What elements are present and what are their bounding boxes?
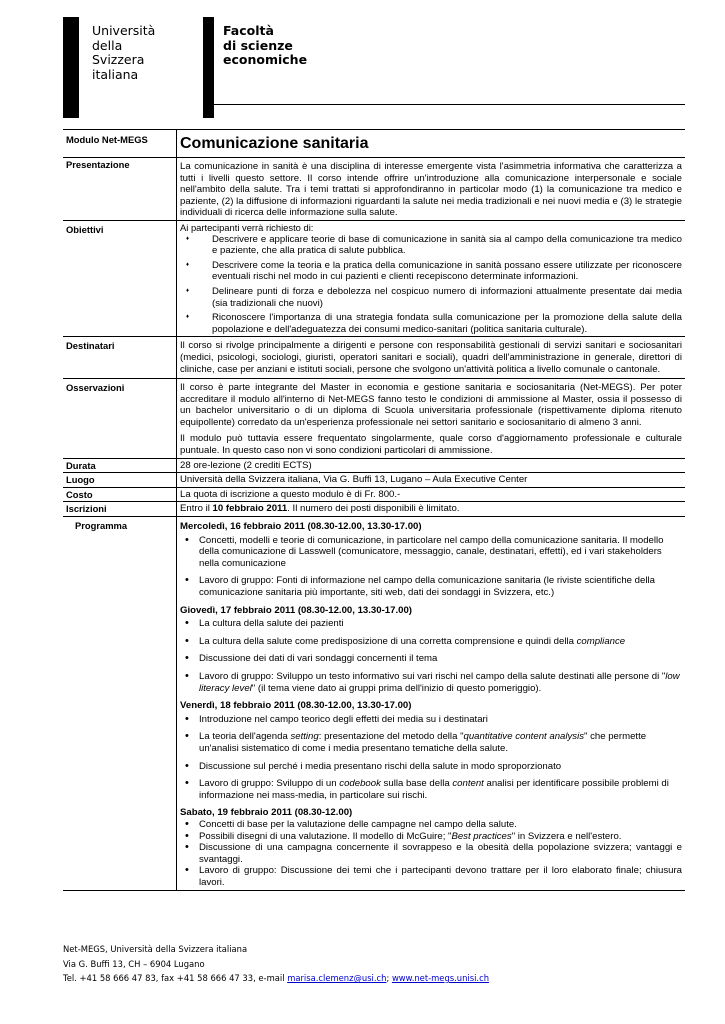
programma-label: Programma [63,517,177,891]
list-item [180,636,682,648]
costo-value: La quota di iscrizione a questo modulo è di Fr. 800.- [177,487,686,502]
program-day-list [180,819,682,889]
list-item: • Discussione sul perché i media presentano rischi della salute in modo sproporzionato [180,761,682,773]
list-item: • Discussione dei dati di vari sondaggi concernenti il tema [180,653,682,665]
program-day-list [180,714,682,802]
item-emphasis: quantitative content analysis [463,731,585,743]
list-item: ♦ Riconoscere l'importanza di una strategia fondata sulla comunicazione per la promozione della salute della popolazione e dell'adeguatezza dei consumi medico-sanitari (politica sanitaria culturale). [180,312,682,335]
durata-value: 28 ore-lezione (2 crediti ECTS) [177,458,686,473]
item-text: Possibili disegni di una valutazione. Il modello di McGuire; " [199,830,452,842]
program-day-list [180,535,682,599]
item-emphasis: Best practices [451,830,512,842]
footer-line: Via G. Buffi 13, CH – 6904 Lugano [63,958,205,969]
website-link[interactable]: www.net-megs.unisi.ch [391,973,490,983]
header-rule [214,104,685,105]
item-emphasis: compliance [576,635,626,647]
list-item: • Lavoro di gruppo: Discussione dei temi che i partecipanti devono trattare per il loro elaborato finale; chiusura lavori. [180,865,682,888]
item-text: : presentazione del metodo della " [318,731,464,743]
page-title: Comunicazione sanitaria [180,135,369,152]
list-item: ♦ Delineare punti di forza e debolezza nel cospicuo numero di informazioni attualmente presentate dai media (sia tradizionali che nuovi) [180,286,682,309]
faculty-logo-text [223,24,307,68]
presentazione-text: La comunicazione in sanità è una disciplina di interesse emergente vista l'asimmetria informativa che caratterizza a tutti i livelli questo settore. Il corso intende offrire un'introduzione alla comunicazione interpersonale e sociale nell'ambito della salute. Tra i temi trattati si approfondiranno in particolar modo (1) la comunicazione tra medico e paziente, (2) la diffusione di informazioni riguardanti la salute nei media tradizionali e nei nuovi media e (3) le strategie individuali di ricerca delle informazione sulla salute. [180,161,682,219]
destinatari-row [63,337,685,379]
list-item: • Introduzione nel campo teorico degli effetti dei media su i destinatari [180,714,682,726]
list-item: • Concetti di base per la valutazione delle campagne nel campo della salute. [180,819,682,831]
footer [63,942,489,986]
costo-row [63,487,685,502]
item-emphasis: content [452,778,484,790]
list-item: • Discussione di una campagna concernente il sovrappeso e la obesità della popolazione svizzera; vantaggi e svantaggi. [180,842,682,865]
list-item [180,778,682,801]
footer-separator: ; [386,973,392,983]
luogo-label: Luogo [63,473,177,488]
footer-line: Net-MEGS, Università della Svizzera italiana [63,944,248,954]
footer-contact-line [63,971,489,986]
list-item: • La cultura della salute dei pazienti [180,618,682,630]
program-day-title: Giovedì, 17 febbraio 2011 (08.30-12.00, 13.30-17.00) [180,604,412,616]
usi-logo-text [92,24,155,82]
iscrizioni-suffix: . Il numero dei posti disponibili è limitato. [287,503,460,515]
iscrizioni-prefix: Entro il [180,503,213,515]
obiettivi-row [63,220,685,336]
osservazioni-paragraph-2: Il modulo può tuttavia essere frequentato singolarmente, quale corso d'aggiornamento professionale e culturale puntuale. In questo caso non vi sono condizioni particolari di ammissione. [180,433,682,457]
item-text: " (il tema viene dato ai gruppi prima dell'inizio di questo pomeriggio). [251,682,542,694]
list-item: ♦ Descrivere e applicare teorie di base di comunicazione in sanità sia al campo della comunicazione tra medico e paziente, che alla pratica di salute pubblica. [180,234,682,257]
obiettivi-label: Obiettivi [63,220,177,336]
list-item [180,671,682,694]
program-day-title: Venerdì, 18 febbraio 2011 (08.30-12.00, 13.30-17.00) [180,700,412,712]
destinatari-label: Destinatari [63,337,177,379]
footer-contact-text: Tel. +41 58 666 47 83, fax +41 58 666 47 33, e-mail [63,973,288,983]
faculty-logo-line: di scienze [223,37,293,53]
presentazione-value [177,158,686,221]
osservazioni-row [63,379,685,459]
osservazioni-value [177,379,686,459]
list-item: • Concetti, modelli e teorie di comunicazione, in particolare nel campo della comunicazione sanitaria. Il modello della comunicazione di Lasswell (comunicatore, messaggio, canale, destinatari, effetti), ed i vari stakeholders nella comunicazione [180,535,682,570]
item-emphasis: low literacy level [199,670,680,694]
item-text: sulla base della [380,778,453,790]
obiettivi-list [180,234,682,336]
usi-logo-line: della [92,37,123,53]
iscrizioni-label: Iscrizioni [63,502,177,517]
course-table [63,129,685,891]
luogo-value: Università della Svizzera italiana, Via G. Buffi 13, Lugano – Aula Executive Center [177,473,686,488]
list-item: • Lavoro di gruppo: Fonti di informazione nel campo della comunicazione sanitaria (le riviste scientifiche della comunicazione sanitaria più importante, siti web, dati dei sondaggi in Svizzera, etc.) [180,575,682,598]
program-day-title: Sabato, 19 febbraio 2011 (08.30-12.00) [180,807,353,819]
faculty-logo-line: economiche [223,52,308,67]
item-text: analisi per identificare possibile problemi di informazione nei mass-media, in particolare sui rischi. [199,778,669,801]
faculty-logo-bar [203,17,214,118]
usi-logo-line: Svizzera [92,52,145,67]
programma-row [63,517,685,891]
program-day-title: Mercoledì, 16 febbraio 2011 (08.30-12.00, 13.30-17.00) [180,521,422,533]
iscrizioni-value [177,502,686,517]
destinatari-text: Il corso si rivolge principalmente a dirigenti e persone con responsabilità gestionali di servizi sanitari e sociosanitari (medici, psicologi, sociologi, giuristi, operatori sanitari e sociali), quadri dell'amministrazione in generale, direttori di cliniche, case per anziani e istituti sociali, persone che svolgono un'attività politica a livello comunale o cantonale. [180,340,682,375]
item-text: La cultura della salute come predisposizione di una corretta comprensione e quindi della [199,635,577,647]
luogo-row [63,473,685,488]
item-emphasis: codebook [339,778,381,790]
durata-row [63,458,685,473]
faculty-logo-line: Facoltà [223,23,274,38]
item-text: " in Svizzera e nell'estero. [511,830,622,842]
item-text: Lavoro di gruppo: Sviluppo un testo informativo sui vari rischi nel campo della salute destinati alle persone di " [199,670,666,682]
usi-logo-bar [63,17,79,118]
costo-label: Costo [63,487,177,502]
durata-label: Durata [63,458,177,473]
item-emphasis: setting [290,731,319,743]
module-title [177,130,686,158]
obiettivi-intro: Ai partecipanti verrà richiesto di: [180,221,314,233]
module-row [63,130,685,158]
presentazione-row [63,158,685,221]
programma-value [177,517,686,891]
destinatari-value [177,337,686,379]
osservazioni-paragraph-1: Il corso è parte integrante del Master in economia e gestione sanitaria e sociosanitaria (Net-MEGS). Per poter accreditare il modulo all'interno di Net-MEGS fanno testo le condizioni di ammissione al Master, ossia il possesso di un bachelor universitario o di un diploma di Scuola universitaria professionale (rispettivamente diploma ritenuto equipollente) corredato da un'esperienza professionale nei settori sanitario e sociosanitario di almeno 3 anni. [180,382,682,428]
item-text: La teoria dell'agenda [199,731,291,743]
iscrizioni-row [63,502,685,517]
program-day-list [180,618,682,694]
iscrizioni-deadline: 10 febbraio 2011 [212,503,288,515]
list-item: ♦ Descrivere come la teoria e la pratica della comunicazione in sanità possano essere utilizzate per riconoscere eventuali rischi nel modo in cui pazienti e clienti recepiscono determinate informazioni. [180,260,682,283]
usi-logo-line: italiana [92,66,139,82]
email-link[interactable]: marisa.clemenz@usi.ch [287,973,387,983]
item-text: " che permette un'analisi sistematico di come i media presentano tematiche della salute. [199,731,647,754]
item-text: Lavoro di gruppo: Sviluppo di un [199,778,340,790]
list-item [180,831,682,843]
list-item [180,731,682,754]
osservazioni-label: Osservazioni [63,379,177,459]
module-label: Modulo Net-MEGS [63,130,177,158]
obiettivi-value [177,220,686,336]
presentazione-label: Presentazione [63,158,177,221]
usi-logo-line: Università [92,23,156,38]
